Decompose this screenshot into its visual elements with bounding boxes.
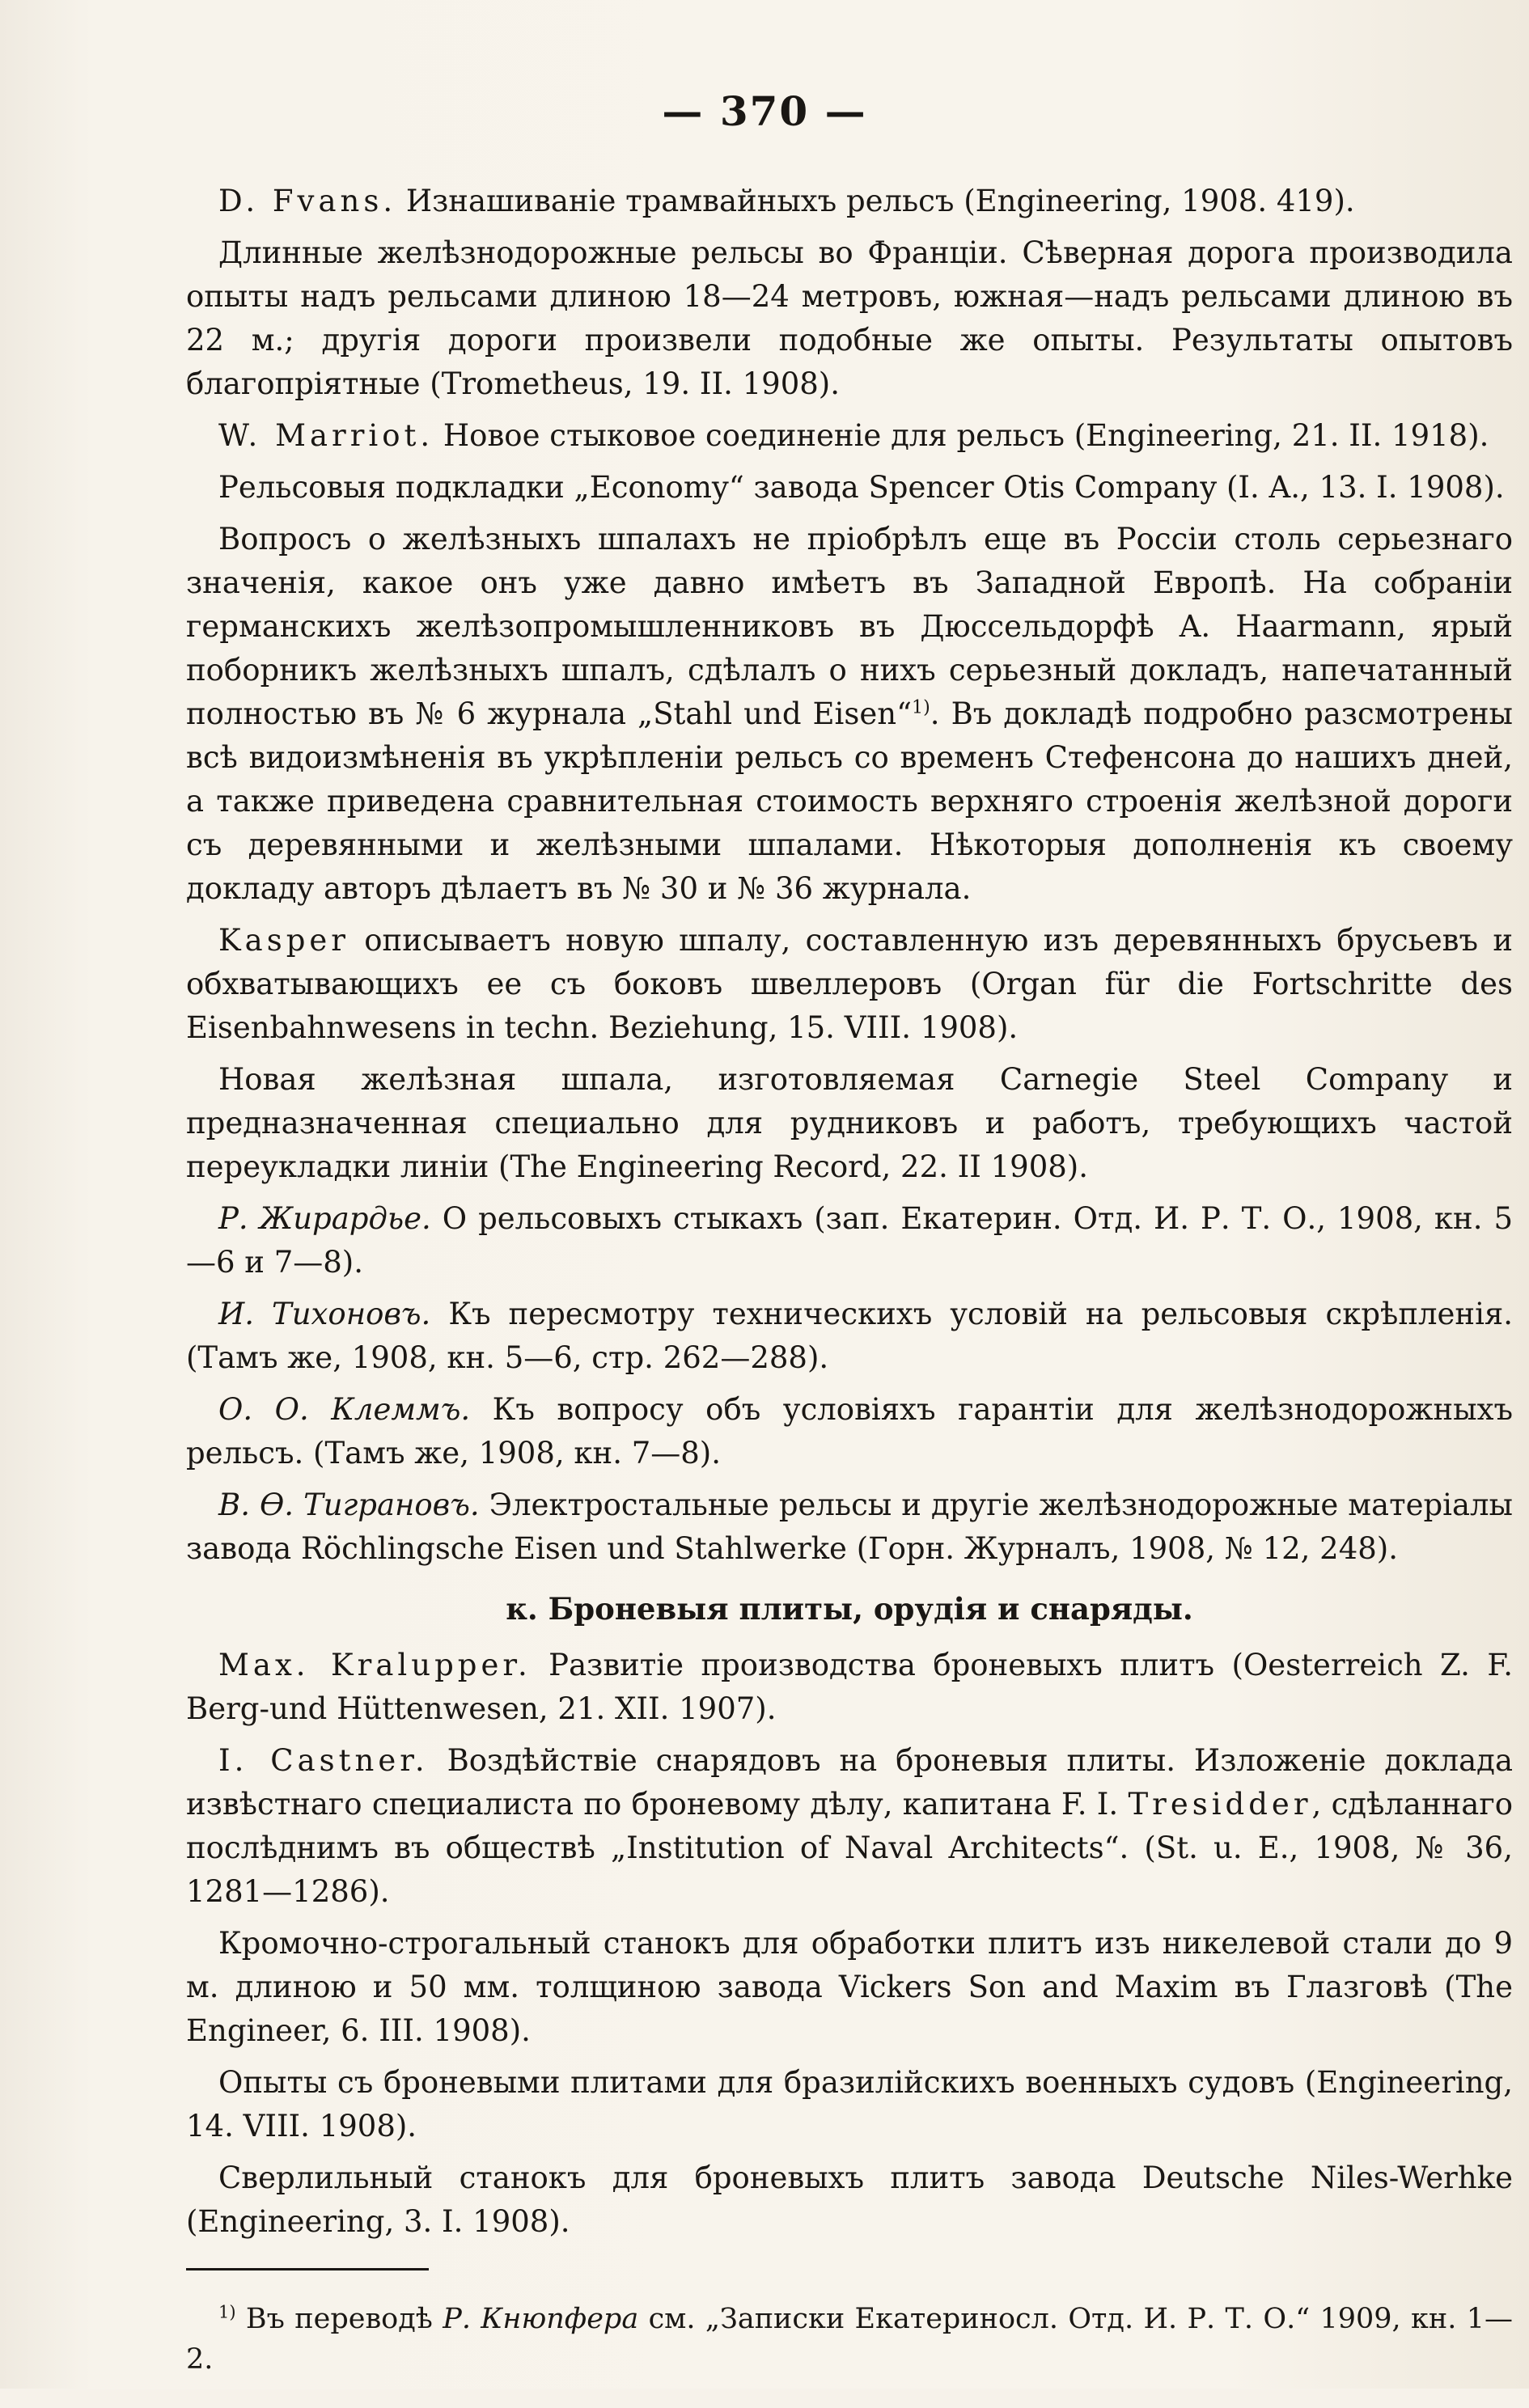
entry-author: D. Fvans. <box>218 184 397 218</box>
entry-tikhonov <box>186 1293 1513 1380</box>
entry-text: Электростальные рельсы и другіе желѣзнодорожные матеріалы завода Röchlingsche Eisen und Stahlwerke (Горн. Журналъ, 1908, № 12, 248). <box>186 1488 1513 1566</box>
entry-klemm <box>186 1388 1513 1475</box>
footnote-mark: 1) <box>218 2302 236 2322</box>
entry-long-rails-france <box>186 231 1513 406</box>
entry-evans <box>186 180 1513 223</box>
entry-iron-sleepers <box>186 518 1513 911</box>
entry-author: Kasper <box>218 923 349 958</box>
entry-author: И. Тихоновъ. <box>218 1297 431 1331</box>
entry-text: Новая желѣзная шпала, изготовляемая Carnegie Steel Company и предназначенная специально для рудниковъ и работъ, требующихъ частой переукладки линіи (The Engineering Record, 22. II 1908). <box>186 1062 1513 1184</box>
footnote-reference: 1) <box>912 696 930 718</box>
entry-text: Къ вопросу объ условіяхъ гарантіи для желѣзнодорожныхъ рельсъ. (Тамъ же, 1908, кн. 7—8). <box>186 1392 1513 1471</box>
entry-author: W. Marriot. <box>218 418 434 453</box>
entry-text: описываетъ новую шпалу, составленную изъ деревянныхъ брусьевъ и обхватывающихъ ее съ боковъ швеллеровъ (Organ für die Fortschritte des Eisenbahnwesens in techn. Beziehung, 15. VIII. 1908). <box>186 923 1513 1045</box>
entry-person: Tresidder <box>1128 1787 1312 1822</box>
entry-author: В. Ѳ. Тиграновъ. <box>218 1488 480 1522</box>
entry-text-continued: . Въ докладѣ подробно разсмотрены всѣ видоизмѣненія въ укрѣпленіи рельсъ со временъ Стефенсона до нашихъ дней, а также приведена сравнительная стоимость верхняго строенія желѣзной дороги съ деревянными и желѣзными шпалами. Нѣкоторыя дополненія къ своему докладу авторъ дѣлаетъ въ № 30 и № 36 журнала. <box>186 696 1513 906</box>
entry-kasper <box>186 919 1513 1050</box>
entry-text: Новое стыковое соединеніе для рельсъ (Engineering, 21. II. 1918). <box>434 418 1489 453</box>
entry-text-continued: , сдѣланнаго послѣднимъ въ обществѣ „Institution of Naval Architects“. (St. u. E., 1908, № 36, 1281—1286). <box>186 1787 1513 1909</box>
section-heading: к. Броневыя плиты, орудія и снаряды. <box>506 1591 1193 1627</box>
entry-text: Кромочно-строгальный станокъ для обработки плитъ изъ никелевой стали до 9 м. длиною и 50 мм. толщиною завода Vickers Son and Maxim въ Глазговѣ (The Engineer, 6. III. 1908). <box>186 1926 1513 2048</box>
entry-author: Р. Жирардье. <box>218 1201 431 1236</box>
entry-text: Изнашиваніе трамвайныхъ рельсъ (Engineering, 1908. 419). <box>396 184 1355 218</box>
entry-kralupper <box>186 1644 1513 1731</box>
page-number: — 370 — <box>662 87 867 135</box>
footnote-divider <box>186 2268 429 2270</box>
entry-carnegie-sleeper <box>186 1058 1513 1189</box>
entry-author: О. О. Клеммъ. <box>218 1392 471 1427</box>
entry-economy-pads <box>186 466 1513 510</box>
entry-drilling-machine <box>186 2156 1513 2244</box>
entry-text: Развитіе производства броневыхъ плитъ (Oesterreich Z. F. Berg-und Hüttenwesen, 21. XII. 1907). <box>186 1648 1513 1726</box>
entry-planing-machine <box>186 1922 1513 2053</box>
entry-text: Длинные желѣзнодорожные рельсы во Франціи. Сѣверная дорога производила опыты надъ рельсами длиною 18—24 метровъ, южная—надъ рельсами длиною въ 22 м.; другія дороги произвели подобные же опыты. Результаты опытовъ благопріятные (Trometheus, 19. II. 1908). <box>186 235 1513 401</box>
entry-text: Къ пересмотру техническихъ условій на рельсовыя скрѣпленія. (Тамъ же, 1908, кн. 5—6, стр. 262—288). <box>186 1297 1513 1375</box>
entry-text: Рельсовыя подкладки „Economy“ завода Spencer Otis Company (I. A., 13. I. 1908). <box>218 470 1505 505</box>
entry-marriot <box>186 414 1513 458</box>
footnote <box>186 2299 1513 2380</box>
entry-brazil-plates <box>186 2061 1513 2148</box>
entry-text: Опыты съ броневыми плитами для бразилійскихъ военныхъ судовъ (Engineering, 14. VIII. 1908). <box>186 2065 1513 2144</box>
entry-text: Сверлильный станокъ для броневыхъ плитъ завода Deutsche Niles-Werhke (Engineering, 3. I. 1908). <box>186 2160 1513 2239</box>
page-content <box>186 180 1513 2408</box>
entry-tigranov <box>186 1483 1513 1571</box>
entry-girardier <box>186 1197 1513 1284</box>
footnote-text: Въ переводѣ <box>235 2303 443 2335</box>
footnote-text-continued: см. „Записки Екатериносл. Отд. И. Р. Т. О.“ 1909, кн. 1—2. <box>186 2303 1513 2376</box>
entry-author: I. Castner. <box>218 1743 429 1778</box>
footnote-author: Р. Кнюпфера <box>443 2303 639 2335</box>
entry-text: О рельсовыхъ стыкахъ (зап. Екатерин. Отд. И. Р. Т. О., 1908, кн. 5—6 и 7—8). <box>186 1201 1514 1280</box>
entry-castner <box>186 1739 1513 1914</box>
entry-text: Воздѣйствіе снарядовъ на броневыя плиты. Изложеніе доклада извѣстнаго специалиста по броневому дѣлу, капитана F. I. <box>186 1743 1514 1822</box>
entry-author: Max. Kralupper. <box>218 1648 532 1682</box>
entry-text: Вопросъ о желѣзныхъ шпалахъ не пріобрѣлъ еще въ Россіи столь серьезнаго значенія, какое онъ уже давно имѣетъ въ Западной Европѣ. На собраніи германскихъ желѣзопромышленниковъ въ Дюссельдорфѣ A. Haarmann, ярый поборникъ желѣзныхъ шпалъ, сдѣлалъ о нихъ серьезный докладъ, напечатанный полностью въ № 6 журнала „Stahl und Eisen“ <box>186 522 1513 731</box>
